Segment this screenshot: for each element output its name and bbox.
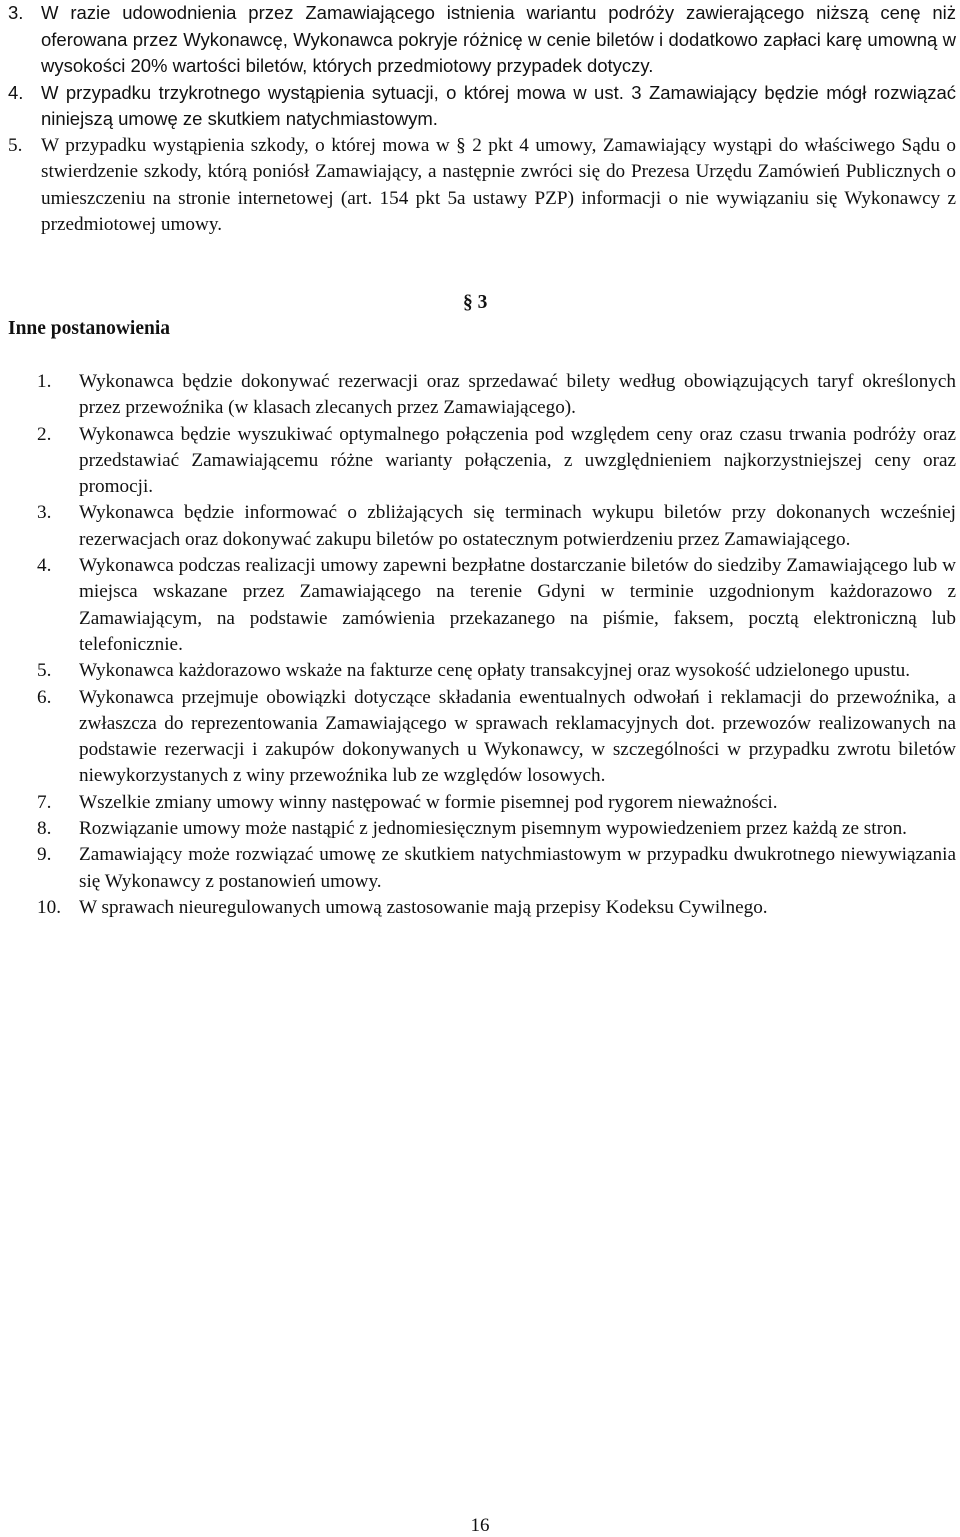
provision-item (37, 500, 956, 553)
provision-item (37, 842, 956, 895)
provision-item (37, 895, 956, 921)
provision-number: 4. (37, 555, 52, 577)
provision-number: 2. (37, 423, 52, 445)
provision-text: Wykonawca będzie informować o zbliżających się terminach wykupu biletów przy dokonanych wcześniej rezerwacjach oraz dokonywać zakupu biletów po ostatecznym potwierdzeniu przez Zamawiającego. (79, 502, 956, 550)
provision-number: 5. (37, 660, 52, 682)
provision-number: 1. (37, 371, 52, 392)
section-title: Inne postanowienia (8, 318, 170, 339)
provision-item (37, 658, 956, 684)
clause-text: W razie udowodnienia przez Zamawiającego istnienia wariantu podróży zawierającego niższą cenę niż oferowana przez Wykonawcę, Wykonawca pokryje różnicę w cenie biletów i dodatkowo zapłaci karę umowną w wysokości 20% wartości biletów, których przedmiotowy przypadek dotyczy. (41, 2, 956, 76)
provision-number: 9. (37, 844, 52, 866)
clause-text: W przypadku wystąpienia szkody, o której mowa w § 2 pkt 4 umowy, Zamawiający wystąpi do właściwego Sądu o stwierdzenie szkody, którą poniósł Zamawiający, a następnie zwróci się do Prezesa Urzędu Zamówień Publicznych o umieszczeniu na stronie internetowej (art. 154 pkt 5a ustawy PZP) informacji o nie wywiązaniu się Wykonawcy z przedmiotowej umowy. (41, 134, 956, 235)
provision-text: Wykonawca każdorazowo wskaże na fakturze cenę opłaty transakcyjnej oraz wysokość udzielonego upustu. (79, 660, 911, 682)
provision-number: 7. (37, 791, 52, 813)
provision-text: W sprawach nieuregulowanych umową zastosowanie mają przepisy Kodeksu Cywilnego. (79, 896, 768, 918)
page-number: 16 (470, 1515, 490, 1536)
provision-text: Wykonawca będzie wyszukiwać optymalnego połączenia pod względem ceny oraz czasu trwania podróży oraz przedstawiać Zamawiającemu różne warianty połączenia, z uwzględnieniem najkorzystniejszej ceny oraz promocji. (79, 423, 956, 498)
clause-5 (8, 133, 956, 239)
clause-number: 4. (8, 81, 24, 103)
provision-number: 3. (37, 502, 52, 524)
provision-text: Wykonawca przejmuje obowiązki dotyczące składania ewentualnych odwołań i reklamacji do przewoźnika, a zwłaszcza do reprezentowania Zamawiającego w sprawach reklamacyjnych dot. przewozów realizowanych na podstawie rezerwacji i zakupów dokonywanych u Wykonawcy, w szczególności w przypadku zwrotu biletów niewykorzystanych z winy przewoźnika lub ze względów losowych. (79, 686, 956, 787)
clause-text: W przypadku trzykrotnego wystąpienia sytuacji, o której mowa w ust. 3 Zamawiający będzie mógł rozwiązać niniejszą umowę ze skutkiem natychmiastowym. (41, 81, 956, 129)
provision-item (37, 816, 956, 842)
provision-text: Wykonawca będzie dokonywać rezerwacji oraz sprzedawać bilety według obowiązujących taryf określonych przez przewoźnika (w klasach zlecanych przez Zamawiającego). (79, 371, 956, 419)
provision-text: Rozwiązanie umowy może nastąpić z jednomiesięcznym pisemnym wypowiedzeniem przez każdą ze stron. (79, 818, 907, 840)
provision-item (37, 790, 956, 816)
provision-text: Zamawiający może rozwiązać umowę ze skutkiem natychmiastowym w przypadku dwukrotnego niewywiązania się Wykonawcy z postanowień umowy. (79, 844, 956, 892)
provision-item (37, 685, 956, 790)
provision-item (37, 422, 956, 501)
penalty-clauses (8, 0, 956, 239)
clause-4 (8, 80, 956, 133)
provision-number: 10. (37, 896, 61, 918)
section-number: § 3 (463, 292, 488, 313)
clause-number: 3. (8, 2, 24, 23)
clause-number: 5. (8, 134, 23, 156)
provision-item (37, 369, 956, 422)
provision-text: Wszelkie zmiany umowy winny następować w formie pisemnej pod rygorem nieważności. (79, 791, 778, 813)
provision-item (37, 553, 956, 658)
provisions-list (37, 369, 956, 921)
provision-number: 8. (37, 818, 52, 840)
provision-text: Wykonawca podczas realizacji umowy zapewni bezpłatne dostarczanie biletów do siedziby Zamawiającego lub w miejsca wskazane przez Zamawiającego na terenie Gdyni w terminie uzgodnionym każdorazowo z Zamawiającym, na podstawie zamówienia przekazanego na piśmie, faksem, pocztą elektroniczną lub telefonicznie. (79, 555, 956, 655)
provision-number: 6. (37, 686, 52, 708)
clause-3 (8, 0, 956, 80)
